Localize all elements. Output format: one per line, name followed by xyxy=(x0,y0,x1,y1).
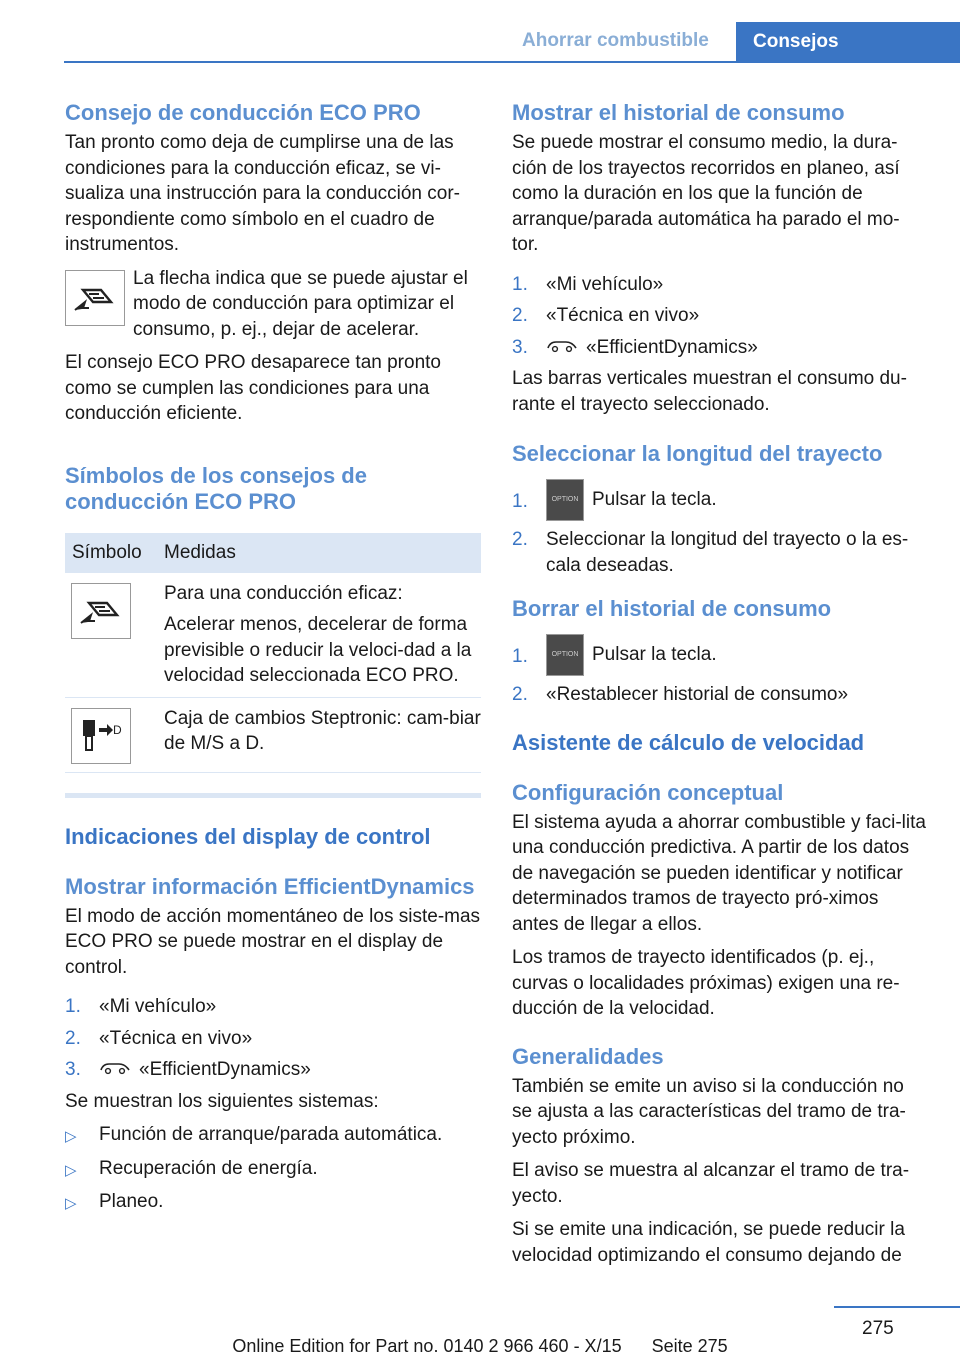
heading-eco-tip: Consejo de conducción ECO PRO xyxy=(65,100,421,125)
paragraph-disappear: El consejo ECO PRO desaparece tan pronto como se cumplen las condiciones para una conducción eficiente. xyxy=(65,352,441,424)
table-row xyxy=(65,697,481,772)
paragraph-bars: Las barras verticales muestran el consumo du-rante el trayecto seleccionado. xyxy=(512,368,907,415)
heading-concept: Configuración conceptual xyxy=(512,779,784,805)
car-icon xyxy=(99,1057,131,1083)
section-tab-tips: Consejos xyxy=(736,22,960,62)
paragraph-general-2: El aviso se muestra al alcanzar el tramo de tra-yecto. xyxy=(512,1160,910,1207)
list-item: 2. Seleccionar la longitud del trayecto o la es-cala deseadas. xyxy=(512,529,909,576)
paragraph-concept-1: El sistema ayuda a ahorrar combustible y faci-lita una conducción predictiva. A partir de los datos de navegación se pueden identificar y notificar determinados tramos de trayecto pró-ximos antes de llegar a ellos. xyxy=(512,811,926,935)
heading-delete: Borrar el historial de consumo xyxy=(512,596,832,622)
triangle-bullet-icon: ▷ xyxy=(65,1195,77,1213)
steps-length xyxy=(512,479,926,578)
list-item: 2. «Técnica en vivo» xyxy=(512,305,700,326)
car-icon xyxy=(546,335,578,361)
table-header-measures: Medidas xyxy=(157,533,481,573)
list-item: 2. «Técnica en vivo» xyxy=(65,1027,253,1049)
measure-steptronic: Caja de cambios Steptronic: cam-biar de M/S a D. xyxy=(157,697,481,772)
paragraph-systems: Se muestran los siguientes sistemas: xyxy=(65,1090,379,1112)
steps-show-info xyxy=(65,994,481,1083)
page-header xyxy=(0,0,960,62)
table-end-rule xyxy=(65,793,481,798)
heading-show-info: Mostrar información EfficientDynamics xyxy=(65,873,475,899)
list-item: 1. OPTION Pulsar la tecla. xyxy=(512,479,926,521)
paragraph-show-info: El modo de acción momentáneo de los siste-mas ECO PRO se puede mostrar en el display de control. xyxy=(65,905,481,978)
gear-shift-icon xyxy=(71,708,131,764)
triangle-bullet-icon: ▷ xyxy=(65,1128,77,1146)
table-row xyxy=(65,573,481,698)
symbols-table xyxy=(65,533,481,773)
option-button-icon: OPTION xyxy=(546,479,584,521)
list-item: 1. «Mi vehículo» xyxy=(512,273,664,295)
page-number: 275 xyxy=(862,1318,894,1339)
paragraph-concept-2: Los tramos de trayecto identificados (p. ej., curvas o localidades próximas) exigen una re-ducción de la velocidad. xyxy=(512,947,900,1020)
systems-list xyxy=(65,1122,481,1217)
list-item: 1. «Mi vehículo» xyxy=(65,996,217,1017)
list-item: ▷ Recuperación de energía. xyxy=(65,1156,481,1184)
steps-history xyxy=(512,272,926,361)
paragraph-eco-tip: Tan pronto como deja de cumplirse una de las condiciones para la conducción eficaz, se vi-sualiza una instrucción para la conducción cor-respondiente como símbolo en el cuadro de instrumentos. xyxy=(65,132,460,255)
list-item: 1. OPTION Pulsar la tecla. xyxy=(512,634,926,676)
list-item: 3. «EfficientDynamics» xyxy=(512,335,926,361)
footer-edition: Online Edition for Part no. 0140 2 966 460 - X/15 xyxy=(232,1336,622,1356)
measure-efficient-text: Acelerar menos, decelerar de forma previsible o reducir la veloci-dad a la velocidad seleccionada ECO PRO. xyxy=(164,614,472,686)
arrow-icon-text: La flecha indica que se puede ajustar el modo de conducción para optimizar el consumo, p. ej., dejar de acelerar. xyxy=(133,267,468,340)
list-item: ▷ Planeo. xyxy=(65,1189,481,1217)
paragraph-general-1: También se emite un aviso si la conducción no se ajusta a las características del tramo de tra-yecto próximo. xyxy=(512,1075,906,1148)
measure-efficient-title: Para una conducción eficaz: xyxy=(164,582,403,604)
page-footer xyxy=(0,1336,960,1357)
heading-general: Generalidades xyxy=(512,1043,664,1069)
section-tab-fuel: Ahorrar combustible xyxy=(522,30,709,51)
right-column xyxy=(512,100,926,1268)
heading-history: Mostrar el historial de consumo xyxy=(512,100,845,125)
svg-text:D: D xyxy=(113,722,122,737)
footer-rule xyxy=(834,1306,960,1308)
footer-page-label: Seite 275 xyxy=(651,1336,728,1356)
heading-assistant: Asistente de cálculo de velocidad xyxy=(512,729,865,755)
list-item: ▷ Función de arranque/parada automática. xyxy=(65,1122,481,1150)
heading-display: Indicaciones del display de control xyxy=(65,823,431,849)
list-item: 3. «EfficientDynamics» xyxy=(65,1057,481,1083)
eco-pro-arrow-icon xyxy=(65,270,125,326)
heading-length: Seleccionar la longitud del trayecto xyxy=(512,441,883,467)
table-header-symbol: Símbolo xyxy=(65,533,157,573)
arrow-icon-row xyxy=(65,266,481,343)
paragraph-history: Se puede mostrar el consumo medio, la dura-ción de los trayectos recorridos en planeo, así como la duración en los que la función de arranque/parada automática ha parado el mo-tor. xyxy=(512,132,900,255)
option-button-icon: OPTION xyxy=(546,634,584,676)
heading-symbols: Símbolos de los consejos de conducción ECO PRO xyxy=(65,462,367,514)
eco-pro-arrow-icon xyxy=(71,583,131,639)
table-header-row xyxy=(65,533,481,573)
triangle-bullet-icon: ▷ xyxy=(65,1161,77,1179)
paragraph-general-3: Si se emite una indicación, se puede reducir la velocidad optimizando el consumo dejando de xyxy=(512,1219,905,1266)
header-rule xyxy=(64,61,960,63)
left-column xyxy=(65,100,481,1223)
list-item: 2. «Restablecer historial de consumo» xyxy=(512,684,849,706)
steps-delete xyxy=(512,634,926,708)
